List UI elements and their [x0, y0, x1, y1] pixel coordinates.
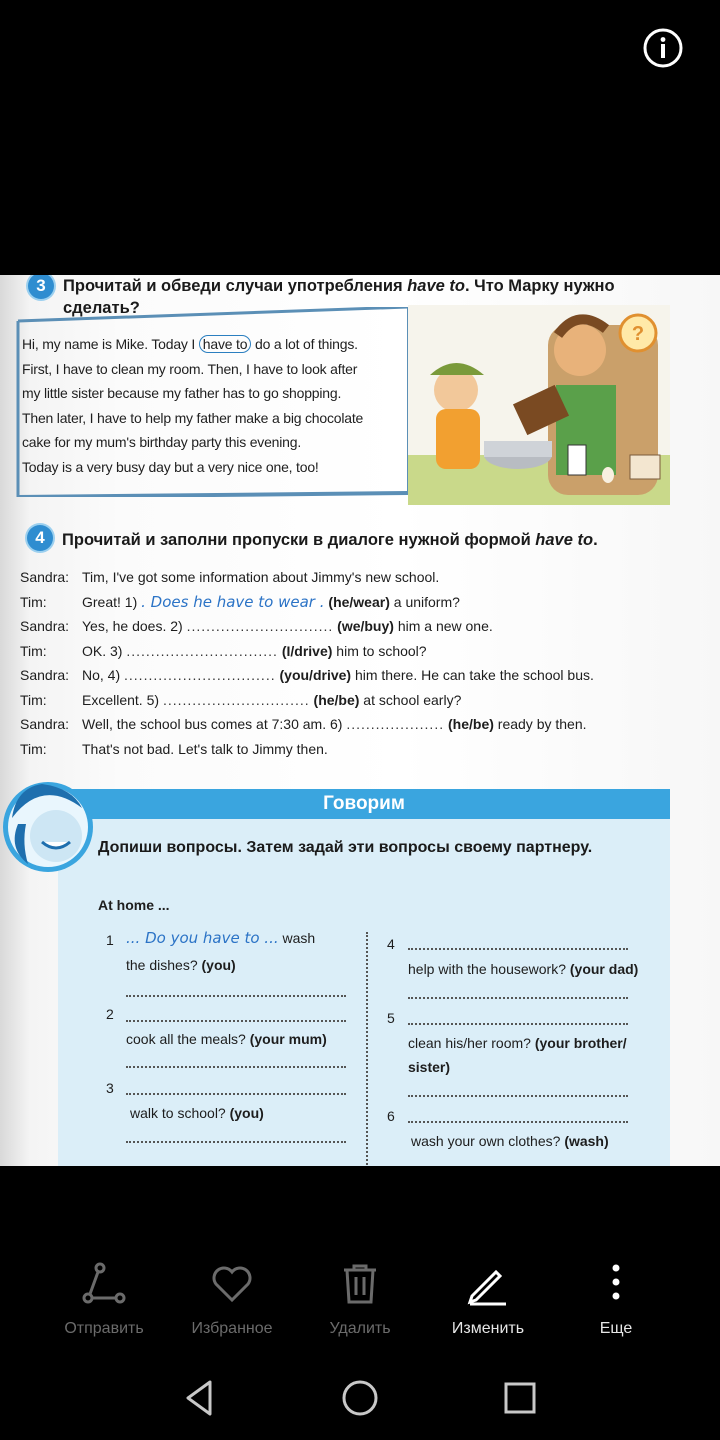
share-label: Отправить [64, 1320, 144, 1337]
system-navigation-bar [0, 1366, 720, 1430]
info-icon [643, 28, 683, 68]
circled-have-to: have to [199, 335, 252, 353]
question-4-number: 4 [387, 936, 395, 952]
edit-label: Изменить [451, 1320, 525, 1337]
back-icon [180, 1378, 220, 1418]
question-1-line: ... Do you have to ... wash [126, 929, 316, 947]
at-home-label: At home ... [98, 897, 170, 913]
answer-line [408, 948, 628, 950]
more-icon [606, 1262, 626, 1306]
dialog-line [20, 639, 710, 664]
edit-button[interactable] [418, 1260, 558, 1338]
dialog-line [20, 565, 710, 590]
heart-icon [210, 1262, 254, 1306]
svg-text:?: ? [631, 323, 645, 345]
speaker: Sandra: [20, 569, 70, 585]
photo [0, 275, 720, 1166]
answer-line [408, 997, 628, 999]
recents-button[interactable] [500, 1378, 540, 1418]
line-text: Well, the school bus comes at 7:30 am. 6) .................... (he/be) ready by then. [82, 716, 587, 732]
question-4-text: help with the housework? (your dad) [408, 961, 639, 977]
story-text: Hi, my name is Mike. Today I have to do a lot of things. First, I have to clean my room. Then, I have to look after my little sister because my father has to go shopping. Then later, I have to help my father make a big chocolate cake for my mum's birthday party this evening. Today is a very busy day but a very nice one, too! [22, 336, 364, 475]
info-button[interactable] [643, 28, 683, 68]
bottom-toolbar [0, 1260, 720, 1350]
question-5-text: clean his/her room? (your brother/ [408, 1035, 627, 1051]
recents-icon [500, 1378, 540, 1418]
favorite-button[interactable] [162, 1260, 302, 1338]
delete-button[interactable] [290, 1260, 430, 1338]
column-separator [366, 932, 368, 1166]
answer-line [126, 1020, 346, 1022]
line-text: That's not bad. Let's talk to Jimmy then. [82, 740, 328, 757]
dialog [20, 565, 710, 761]
answer-line [408, 1023, 628, 1025]
question-5-number: 5 [387, 1010, 395, 1026]
dialog-line [20, 663, 710, 688]
answer-line [126, 995, 346, 997]
line-text: Excellent. 5) .............................. (he/be) at school early? [82, 691, 462, 708]
speaker: Tim: [20, 691, 47, 708]
dialog-line [20, 712, 710, 737]
dialog-line [20, 737, 710, 762]
dialog-line [20, 688, 710, 713]
edit-icon [466, 1262, 510, 1306]
exercise-3-number: 3 [28, 275, 54, 299]
speaker: Tim: [20, 593, 47, 610]
question-5-text-cont: sister) [408, 1059, 451, 1075]
question-2-number: 2 [106, 1006, 114, 1022]
exercise-3-title: Прочитай и обведи случаи употребления have to. Что Марку нужно сделать? [63, 277, 615, 317]
answer-line [408, 1095, 628, 1097]
dialog-line [20, 614, 710, 639]
question-1-number: 1 [106, 932, 114, 948]
exercise-4-number: 4 [27, 525, 53, 551]
speaker: Sandra: [20, 667, 70, 683]
question-1-text: the dishes? (you) [126, 957, 236, 973]
exercise-4-title: Прочитай и заполни пропуски в диалоге нужной формой have to. [62, 531, 598, 549]
speaker: Tim: [20, 642, 47, 659]
speaking-face-icon [2, 778, 94, 876]
question-3-number: 3 [106, 1080, 114, 1096]
delete-label: Удалить [329, 1320, 391, 1337]
answer-line [126, 1066, 346, 1068]
answer-line [126, 1141, 346, 1143]
more-label: Еще [599, 1320, 633, 1337]
line-text: Great! 1) . Does he have to wear . (he/wear) a uniform? [82, 592, 460, 611]
share-button[interactable] [34, 1260, 174, 1338]
home-button[interactable] [340, 1378, 380, 1418]
speaker: Sandra: [20, 716, 70, 732]
home-icon [340, 1378, 380, 1418]
question-3-text: walk to school? (you) [130, 1105, 264, 1121]
question-6-text: wash your own clothes? (wash) [411, 1133, 609, 1149]
back-button[interactable] [180, 1378, 220, 1418]
answer-line [408, 1121, 628, 1123]
speaker: Sandra: [20, 618, 70, 634]
speaking-subtitle: Допиши вопросы. Затем задай эти вопросы своему партнеру. [98, 839, 593, 856]
question-2-text: cook all the meals? (your mum) [126, 1031, 327, 1047]
trash-icon [338, 1262, 382, 1306]
speaker: Tim: [20, 740, 47, 757]
line-text: Yes, he does. 2) .............................. (we/buy) him a new one. [82, 618, 493, 634]
handwritten-answer: ... Do you have to ... [126, 929, 279, 947]
answer-line [126, 1093, 346, 1095]
more-button[interactable] [546, 1260, 686, 1338]
speaking-title: Говорим [323, 793, 405, 814]
share-icon [82, 1262, 126, 1306]
line-text: No, 4) ............................... (you/drive) him there. He can take the school bus. [82, 667, 594, 683]
favorite-label: Избранное [191, 1320, 273, 1337]
line-text: Tim, I've got some information about Jimmy's new school. [82, 569, 440, 585]
dialog-line [20, 590, 710, 615]
handwritten-answer: . Does he have to wear . [141, 592, 325, 611]
illustration-father-and-son-cooking [408, 305, 670, 505]
question-6-number: 6 [387, 1108, 395, 1124]
line-text: OK. 3) ............................... (I/drive) him to school? [82, 642, 427, 659]
